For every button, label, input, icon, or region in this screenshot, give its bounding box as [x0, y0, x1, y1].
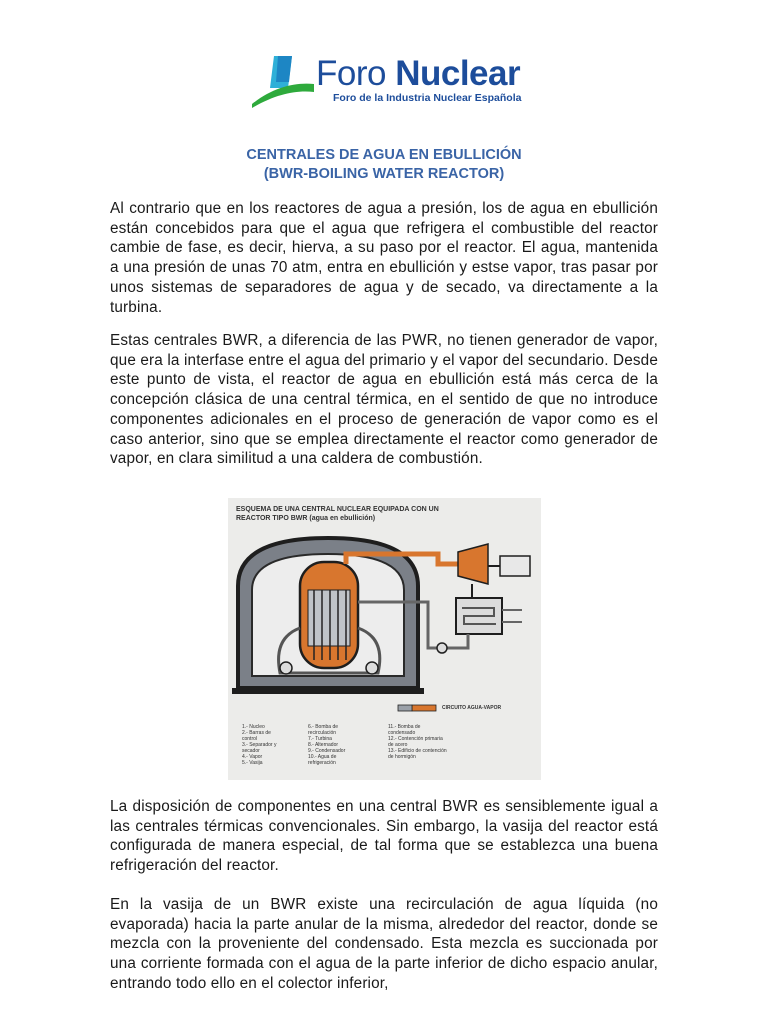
condensate-pump: [437, 643, 447, 653]
paragraph-4: En la vasija de un BWR existe una recirculación de agua líquida (no evaporada) hacia la parte anular de la misma, alrededor del reactor, donde se mezcla con la proveniente del condensado. Esta mezcla es succionada por una corriente formada con el agua de la parte inferior de dicho espacio anular, entrando todo ello en el colector inferior,: [110, 896, 658, 992]
recirculation-pump-right: [366, 662, 378, 674]
alternator: [500, 556, 530, 576]
paragraph-3: La disposición de componentes en una central BWR es sensiblemente igual a las centrales térmicas convencionales. Sin embargo, la vasija del reactor está configurada de manera especial, de tal forma que se establezca una buena refrigeración del reactor.: [110, 798, 658, 875]
paragraph-1: Al contrario que en los reactores de agua a presión, los de agua en ebullición están concebidos para que el agua que refrigera el combustible del reactor cambie de fase, es decir, hierva, a su paso por el reactor. El agua, mantenida a una presión de unas 70 atm, entra en ebullición y estse vapor, tras pasar por unos sistemas de separadores de agua y de secado, va directamente a la turbina.: [110, 200, 658, 316]
document-title: CENTRALES DE AGUA EN EBULLICIÓN: [246, 147, 522, 163]
foro-nuclear-logo-mark: [252, 52, 316, 108]
foro-nuclear-logo: [252, 52, 532, 108]
figure-legend-col-3: 11.- Bomba de condensado 12.- Contención primaria de acero 13.- Edificio de contención de hormigón: [388, 724, 447, 760]
figure-caption-line-2: REACTOR TIPO BWR (agua en ebullición): [236, 515, 376, 522]
bwr-diagram-figure: [228, 498, 541, 780]
paragraph-2: Estas centrales BWR, a diferencia de las PWR, no tienen generador de vapor, que era la interfase entre el agua del primario y el vapor del secundario. Desde este punto de vista, el reactor de agua en ebullición está más cerca de la concepción clásica de una central térmica, en el sentido de que no introduce componentes adicionales en el proceso de generación de vapor como es el caso anterior, sino que se emplea directamente el reactor como generador de vapor, en clara similitud a una caldera de combustión.: [110, 332, 658, 468]
circuit-label: CIRCUITO AGUA-VAPOR: [442, 705, 502, 711]
circuit-swatch-water: [398, 705, 412, 711]
figure-caption-line-1: ESQUEMA DE UNA CENTRAL NUCLEAR EQUIPADA CON UN: [236, 506, 439, 513]
logo-brand-text: Foro Nuclear: [316, 54, 521, 93]
figure-legend-col-2: 6.- Bomba de recirculación 7.- Turbina 8.- Alternador 9.- Condensador 10.- Agua de refrigeración: [308, 724, 346, 766]
figure-legend-col-1: 1.- Nucleo 2.- Barras de control 3.- Separador y secador 4.- Vapor 5.- Vasija: [242, 724, 277, 766]
logo-subtitle: Foro de la Industria Nuclear Española: [333, 92, 522, 104]
circuit-swatch-steam: [412, 705, 436, 711]
cooling-water-lines: [502, 610, 522, 622]
turbine: [458, 544, 488, 584]
document-subtitle: (BWR-BOILING WATER REACTOR): [263, 166, 505, 182]
recirculation-pump-left: [280, 662, 292, 674]
